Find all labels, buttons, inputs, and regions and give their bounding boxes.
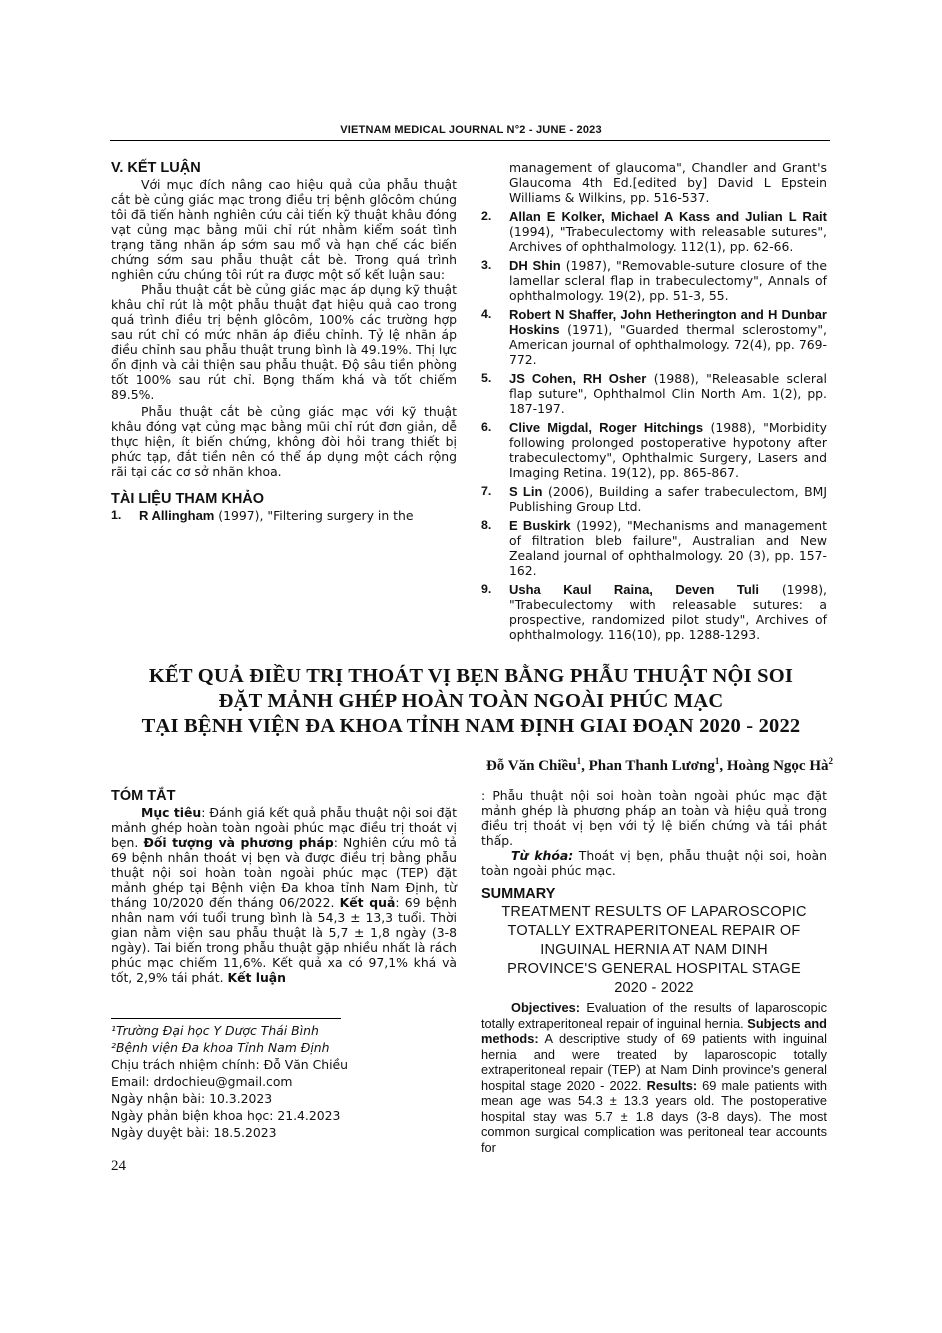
objective-text: : Đánh giá kết quả phẫu thuật nội soi đặt mảnh ghép hoàn toàn ngoài phúc mạc điều trị thoát vị bẹn. xyxy=(111,805,457,850)
reference-number: 8. xyxy=(481,518,492,532)
references-heading: TÀI LIỆU THAM KHẢO xyxy=(111,491,265,507)
reference-text: (1971), "Guarded thermal sclerostomy", American journal of ophthalmology. 72(4), pp. 769-772. xyxy=(509,322,827,367)
conclusion-label: Kết luận xyxy=(227,970,286,985)
keywords xyxy=(481,848,827,878)
reference-list xyxy=(481,209,827,642)
footnote-rule xyxy=(111,1018,341,1019)
author-separator: , xyxy=(581,758,589,774)
summary-title xyxy=(481,903,827,998)
author-affiliation-mark: 2 xyxy=(828,756,833,766)
author-name: Phan Thanh Lương xyxy=(588,758,715,774)
reference-number: 1. xyxy=(111,508,122,522)
reference-number: 7. xyxy=(481,484,492,498)
reference-item xyxy=(481,258,827,303)
reference-authors: R Allingham xyxy=(139,508,215,523)
conclusion-heading: V. KẾT LUẬN xyxy=(111,160,201,176)
article-title-line: TẠI BỆNH VIỆN ĐA KHOA TỈNH NAM ĐỊNH GIAI ĐOẠN 2020 - 2022 xyxy=(141,715,801,737)
page-number: 24 xyxy=(111,1158,126,1174)
author-email: Email: drdochieu@gmail.com xyxy=(111,1074,293,1089)
abstract-vi xyxy=(111,788,457,985)
objectives-label: Objectives: xyxy=(511,1000,580,1015)
references-column xyxy=(481,160,827,646)
summary-title-line: 2020 - 2022 xyxy=(614,980,694,996)
reference-number: 5. xyxy=(481,371,492,385)
header-rule xyxy=(110,140,830,141)
date-accepted: Ngày duyệt bài: 18.5.2023 xyxy=(111,1125,277,1140)
reference-text: (1988), "Morbidity following prolonged postoperative hypotony after trabeculectomy", Ophthalmic Surgery, Lasers and Imaging Retina. 19(12), pp. 865-867. xyxy=(509,420,828,480)
date-received: Ngày nhận bài: 10.3.2023 xyxy=(111,1091,273,1106)
reference-number: 2. xyxy=(481,209,492,223)
reference-item xyxy=(481,484,827,514)
methods-text: A descriptive study of 69 patients with inguinal hernia and were treated by laparoscopic totally extraperitoneal repair (TEP) at Nam Dinh province's general hospital stage 2020 - 2022. xyxy=(481,1031,827,1093)
reference-authors: JS Cohen, RH Osher xyxy=(509,371,647,386)
author-separator: , xyxy=(719,758,727,774)
abstract-heading: TÓM TẮT xyxy=(111,788,176,804)
conclusion-paragraph: Với mục đích nâng cao hiệu quả của phẫu thuật cắt bè củng giác mạc trong điều trị bệnh glôcôm chúng tôi đã tiến hành nghiên cứu cải tiến kỹ thuật khâu đóng vạt củng mạc bằng mũi chỉ rút nhằm kiểm soát tình trạng tăng nhãn áp sớm sau mổ và hạn chế các biến chứng sớm sau phẫu thuật cắt bè. Trong quá trình nghiên cứu chúng tôi rút ra được một số kết luận sau: xyxy=(111,177,457,282)
author-name: Hoàng Ngọc Hà xyxy=(726,758,829,774)
objective-label: Mục tiêu xyxy=(141,805,202,820)
article-title xyxy=(0,664,942,739)
conclusion-section xyxy=(111,160,457,523)
reference-authors: Usha Kaul Raina, Deven Tuli xyxy=(509,582,760,597)
article-authors xyxy=(300,756,833,775)
footnotes xyxy=(111,1022,457,1141)
results-label: Results: xyxy=(646,1077,698,1093)
reference-item xyxy=(481,518,827,578)
summary-title-line: INGUINAL HERNIA AT NAM DINH xyxy=(540,942,768,958)
reference-number: 9. xyxy=(481,582,492,596)
abstract-paragraph: : Phẫu thuật nội soi hoàn toàn ngoài phúc mạc đặt mảnh ghép là phương pháp an toàn và hiệu quả trong điều trị thoát vị bẹn với tỷ lệ biến chứng và tái phát thấp. xyxy=(481,788,827,848)
reference-item xyxy=(481,420,827,480)
reference-number: 3. xyxy=(481,258,492,272)
methods-label: Subjects and methods: xyxy=(481,1015,827,1046)
reference-text: (1988), "Releasable scleral flap suture", Ophthalmol Clin North Am. 1(2), pp. 187-197. xyxy=(509,371,828,416)
abstract-paragraph xyxy=(111,805,457,985)
methods-text: : Nghiên cứu mô tả 69 bệnh nhân thoát vị bẹn và được điều trị bằng phẫu thuật nội soi hoàn toàn ngoài phúc mạc (TEP) đặt mảnh ghép tại Bệnh viện Đa khoa tỉnh Nam Định, từ tháng 10/2020 đến tháng 06/2022. xyxy=(111,835,457,910)
reference-authors: DH Shin xyxy=(509,258,561,273)
reference-authors: E Buskirk xyxy=(509,518,571,533)
author-affiliation-mark: 1 xyxy=(576,756,582,766)
reference-text: (1994), "Trabeculectomy with releasable sutures", Archives of ophthalmology. 112(1), pp. 62-66. xyxy=(509,224,827,254)
summary-heading: SUMMARY xyxy=(481,886,556,902)
objectives-text: Evaluation of the results of laparoscopic totally extraperitoneal repair of inguinal hernia. xyxy=(481,1000,827,1031)
author-name: Đỗ Văn Chiều xyxy=(485,758,577,774)
reference-text: (1987), "Removable-suture closure of the lamellar scleral flap in trabeculectomy", Annals of ophthalmology. 19(2), pp. 51-3, 55. xyxy=(509,258,827,303)
article-title-line: KẾT QUẢ ĐIỀU TRỊ THOÁT VỊ BẸN BẰNG PHẪU THUẬT NỘI SOI xyxy=(148,665,794,687)
keywords-label: Từ khóa: xyxy=(511,848,574,863)
author-affiliation-mark: 1 xyxy=(714,756,720,766)
abstract-continuation xyxy=(481,788,827,1155)
conclusion-paragraph: Phẫu thuật cắt bè củng giác mạc với kỹ thuật khâu đóng vạt củng mạc bằng mũi chỉ rút đơn giản, dễ thực hiện, ít biến chứng, không đòi hỏi trang thiết bị phức tạp, đắt tiền nên có thể áp dụng một cách rộng rãi tại các cơ sở nhãn khoa. xyxy=(111,404,457,479)
reference-authors: Clive Migdal, Roger Hitchings xyxy=(509,420,704,435)
reference-item xyxy=(481,307,827,367)
methods-label: Đối tượng và phương pháp xyxy=(143,835,334,850)
summary-title-line: PROVINCE'S GENERAL HOSPITAL STAGE xyxy=(507,961,801,977)
reference-item xyxy=(481,371,827,416)
reference-authors: S Lin xyxy=(509,484,543,499)
results-text: : 69 bệnh nhân nam với tuổi trung bình là 54,3 ± 13,3 tuổi. Thời gian nằm viện sau phẫu thuật là 5,7 ± 1,8 ngày (3-8 ngày). Tai biến trong phẫu thuật gặp nhiều nhất là rách phúc mạc chiếm 11,6%. Kết quả xa có 97,1% khá và tốt, 2,9% tái phát. xyxy=(111,895,458,985)
results-text: 69 male patients with mean age was 54.3 ± 13.3 years old. The postoperative hospital stay was 5.7 ± 1.8 days (3-8 days). The most common surgical complication was peritoneal tear accounts for xyxy=(481,1077,827,1155)
conclusion-paragraph: Phẫu thuật cắt bè củng giác mạc áp dụng kỹ thuật khâu chỉ rút là một phẫu thuật đạt hiệu quả cao trong quá trình điều trị bệnh glôcôm, 100% các trường hợp sau rút chỉ có mức nhãn áp điều chỉnh. Tỷ lệ nhãn áp điều chỉnh sau phẫu thuật trung bình là 49.19%. Thị lực ổn định và cải thiện sau phẫu thuật. Độ sâu tiền phòng tốt 100% sau rút chỉ. Bọng thấm khá và tốt chiếm 89.5%. xyxy=(111,282,457,402)
reference-number: 6. xyxy=(481,420,492,434)
date-reviewed: Ngày phản biện khoa học: 21.4.2023 xyxy=(111,1108,341,1123)
reference-body xyxy=(139,508,457,523)
summary-title-line: TREATMENT RESULTS OF LAPAROSCOPIC xyxy=(501,904,807,920)
keywords-text: Thoát vị bẹn, phẫu thuật nội soi, hoàn toàn ngoài phúc mạc. xyxy=(481,848,828,878)
reference-authors: Robert N Shaffer, John Hetherington and H Dunbar Hoskins xyxy=(509,307,827,337)
reference-item xyxy=(481,209,827,254)
affiliation-1: ¹Trường Đại học Y Dược Thái Bình xyxy=(111,1023,319,1038)
reference-continuation: management of glaucoma", Chandler and Grant's Glaucoma 4th Ed.[edited by] David L Epstein Williams & Wilkins, pp. 516-537. xyxy=(509,160,827,205)
reference-number: 4. xyxy=(481,307,492,321)
affiliation-2: ²Bệnh viện Đa khoa Tỉnh Nam Định xyxy=(111,1040,330,1055)
summary-paragraph xyxy=(481,1000,827,1155)
reference-item xyxy=(481,582,827,642)
reference-authors: Allan E Kolker, Michael A Kass and Julian L Rait xyxy=(509,209,827,224)
reference-text: (1998), "Trabeculectomy with releasable sutures: a prospective, randomized pilot study", Archives of ophthalmology. 116(10), pp. 1288-1293. xyxy=(509,582,827,642)
journal-header: VIETNAM MEDICAL JOURNAL N°2 - JUNE - 2023 xyxy=(340,124,602,136)
reference-text: (2006), Building a safer trabeculectom, BMJ Publishing Group Ltd. xyxy=(509,484,827,514)
results-label: Kết quả xyxy=(339,895,396,910)
reference-item xyxy=(111,508,457,523)
article-title-line: ĐẶT MẢNH GHÉP HOÀN TOÀN NGOÀI PHÚC MẠC xyxy=(218,690,724,712)
reference-text: (1992), "Mechanisms and management of filtration bleb failure", Australian and New Zealand journal of ophthalmology. 20 (3), pp. 157-162. xyxy=(509,518,827,578)
reference-text: (1997), "Filtering surgery in the xyxy=(214,508,414,523)
responsible-author: Chịu trách nhiệm chính: Đỗ Văn Chiều xyxy=(111,1057,349,1072)
summary-title-line: TOTALLY EXTRAPERITONEAL REPAIR OF xyxy=(507,923,801,939)
